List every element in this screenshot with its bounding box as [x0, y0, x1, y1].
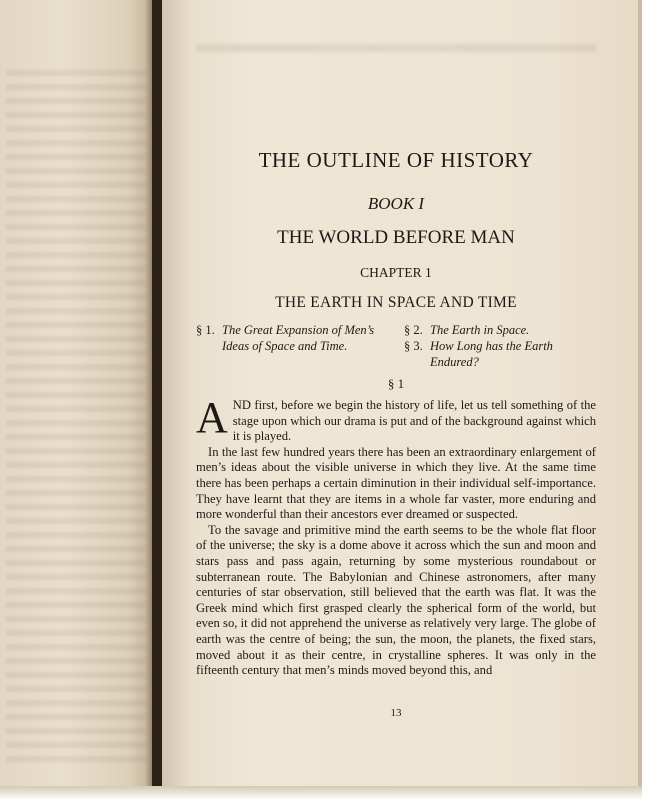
main-title: THE OUTLINE OF HISTORY — [258, 148, 534, 172]
contents-item — [404, 338, 604, 370]
contents-item-number: § 3. — [404, 339, 423, 353]
chapter-label: CHAPTER 1 — [360, 265, 432, 280]
left-page-bleed-through — [6, 70, 146, 770]
bottom-page-edge — [0, 786, 642, 800]
drop-cap: A — [196, 393, 228, 442]
contents-item-number: § 2. — [404, 323, 423, 337]
page-content — [196, 146, 596, 679]
paragraph-text: ND first, before we begin the history of life, let us tell something of the stage upon which our drama is put and of the background against which it is played. — [232, 398, 596, 444]
chapter-title: THE EARTH IN SPACE AND TIME — [275, 294, 517, 311]
contents-column-left — [196, 322, 396, 370]
page-number: 13 — [390, 707, 402, 719]
contents-item-number: § 1. — [196, 323, 215, 337]
contents-item-text: The Earth in Space. — [430, 323, 530, 337]
right-page-edge — [638, 0, 642, 790]
chapter-contents — [196, 322, 596, 370]
paragraph: In the last few hundred years there has been an extraordinary enlargement of men’s ideas about the visible universe in which they live. At the same time there has been perhaps a certain diminution in their individual self-importance. They have learnt that they are items in a whole far vaster, more enduring and more wonderful than their ancestors ever dreamed or suspected. — [196, 444, 596, 522]
bleed-through-header — [196, 44, 596, 52]
left-page — [0, 0, 160, 790]
contents-item-text: How Long has the Earth Endured? — [430, 339, 553, 369]
contents-item — [404, 322, 604, 338]
paragraph: To the savage and primitive mind the earth seems to be the whole flat floor of the universe; the sky is a dome above it across which the sun and moon and stars pass and pass again, returning by some mysterious roundabout or subterranean route. The Babylonian and Chinese astronomers, after many centuries of star observation, still believed that the earth was flat. It was the Greek mind which first grasped clearly the spherical form of the world, but even so, it did not apprehend the universe as relatively very large. The globe of earth was the centre of being; the sun, the moon, the planets, the fixed stars, moved about it as their centre, in crystalline spheres. It was only in the fifteenth century that men’s minds moved beyond this, and — [196, 522, 596, 678]
contents-column-right — [396, 322, 604, 370]
paragraph — [196, 393, 596, 445]
section-mark: § 1 — [387, 376, 405, 391]
contents-item — [196, 322, 396, 354]
body-text — [196, 393, 596, 679]
book-title: THE WORLD BEFORE MAN — [277, 227, 515, 248]
contents-item-text: The Great Expansion of Men’s Ideas of Space and Time. — [222, 323, 375, 353]
book-label: BOOK I — [367, 194, 425, 213]
